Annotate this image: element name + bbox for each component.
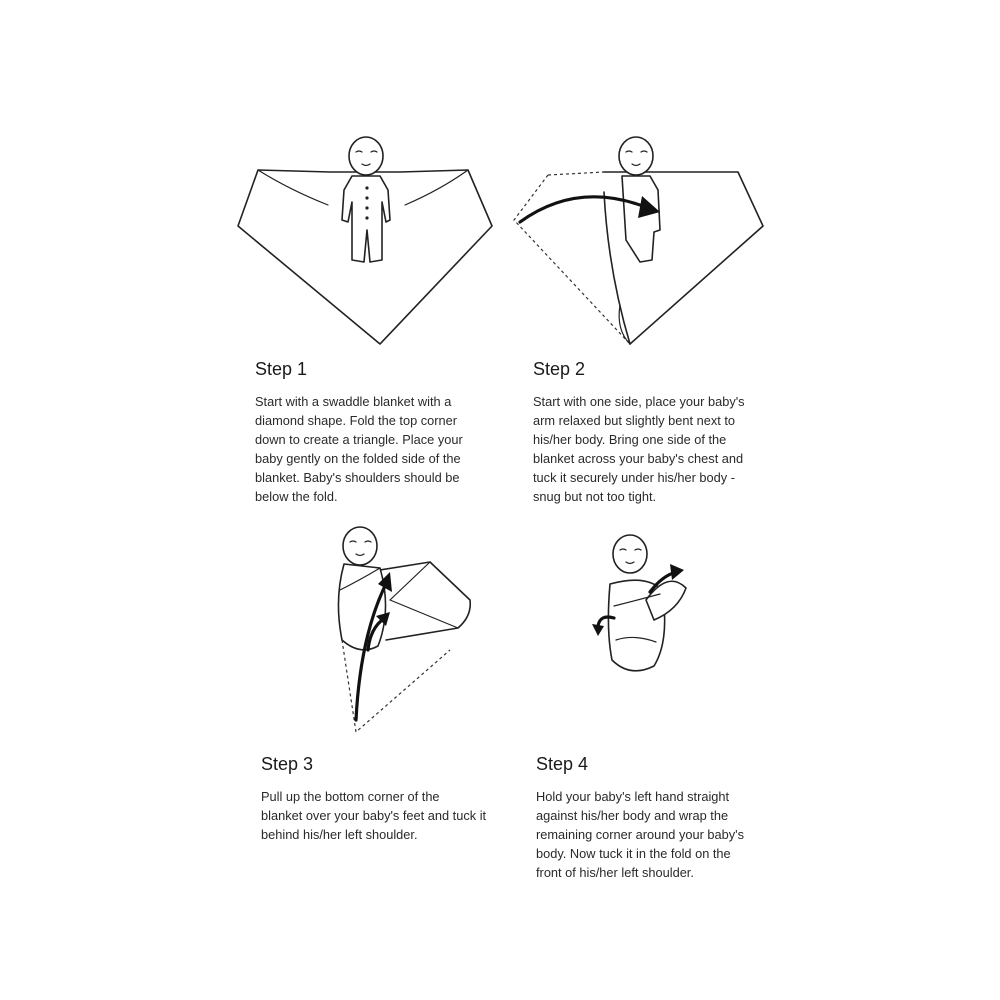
step-3 xyxy=(261,754,531,844)
step-1 xyxy=(255,359,515,506)
step-title: Step 2 xyxy=(533,359,586,379)
step-title: Step 3 xyxy=(261,754,314,774)
step-2 xyxy=(533,359,793,506)
step-2-illustration xyxy=(508,130,770,352)
step-description: Hold your baby's left hand straight against his/her body and wrap the remaining corner around your baby's body. Now tuck it in the fold on the front of his/her left shoulder. xyxy=(536,789,745,880)
baby-figure xyxy=(608,535,686,671)
step-description: Start with a swaddle blanket with a diamond shape. Fold the top corner down to create a triangle. Place your baby gently on the folded side of the blanket. Baby's shoulders should be below the fold. xyxy=(255,394,463,504)
baby-figure xyxy=(338,527,385,650)
baby-figure xyxy=(342,137,390,262)
step-4-illustration xyxy=(590,530,690,680)
step-4 xyxy=(536,754,796,882)
step-1-illustration xyxy=(230,130,500,350)
step-description: Pull up the bottom corner of the blanket over your baby's feet and tuck it behind his/her left shoulder. xyxy=(261,789,487,842)
step-title: Step 1 xyxy=(255,359,308,379)
step-description: Start with one side, place your baby's arm relaxed but slightly bent next to his/her body. Bring one side of the blanket across your baby's chest and tuck it securely under his/her body - snug but not too tight. xyxy=(533,394,745,504)
step-title: Step 4 xyxy=(536,754,589,774)
step-3-illustration xyxy=(330,520,480,735)
